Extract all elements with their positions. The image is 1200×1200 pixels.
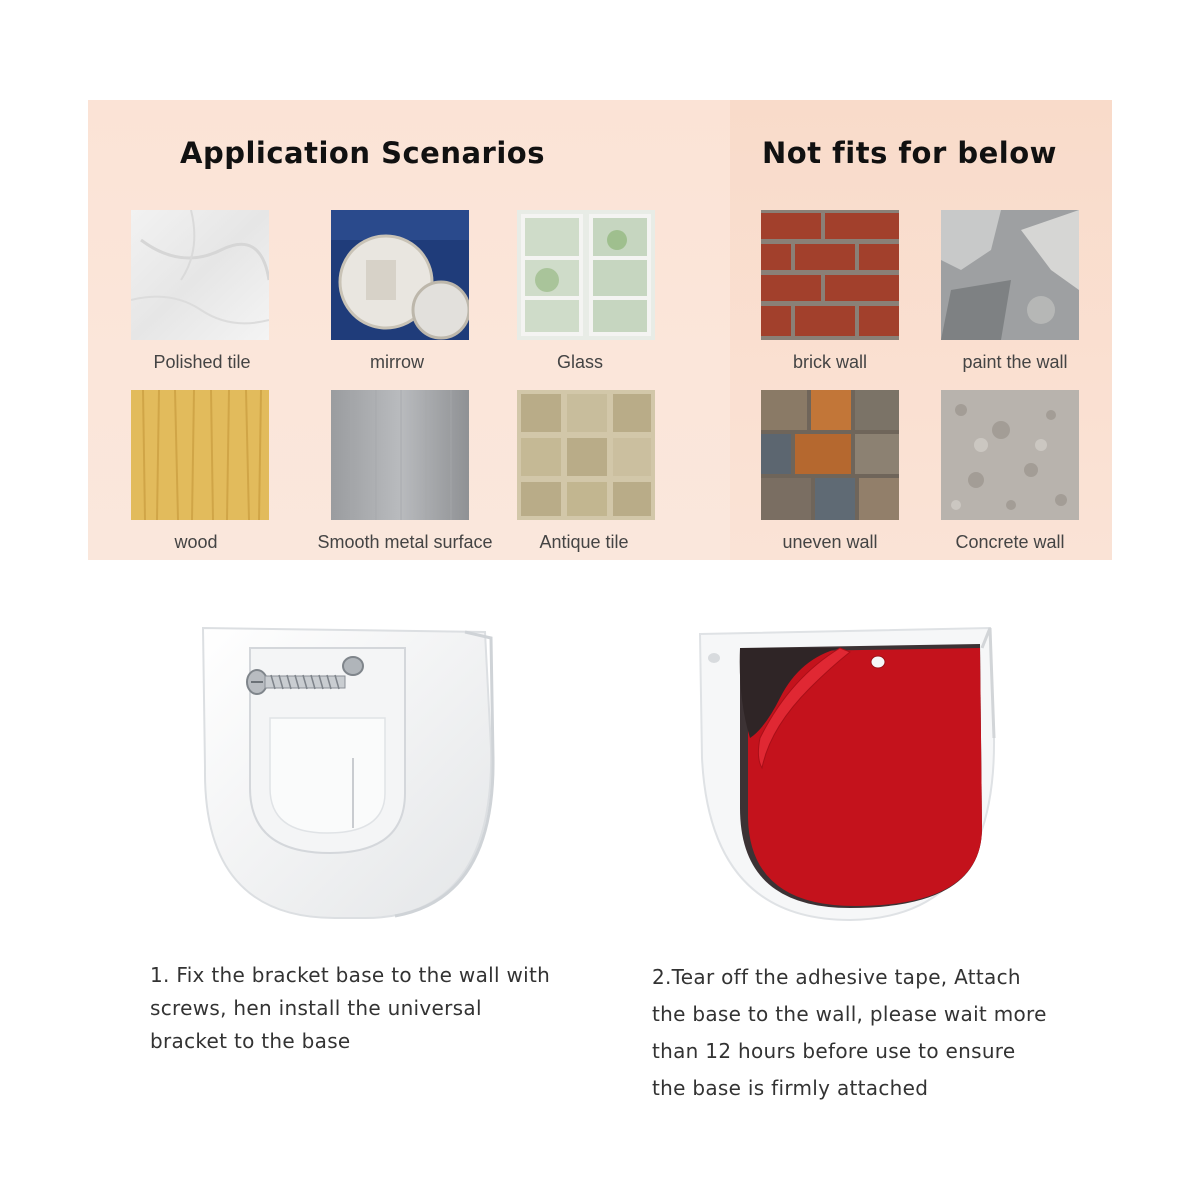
tile-label: Polished tile: [153, 352, 251, 372]
metal-swatch: [331, 390, 469, 520]
step-line: screws, hen install the universal: [150, 996, 482, 1020]
tile-label: mirrow: [370, 352, 424, 372]
tile-label: Glass: [556, 352, 604, 372]
tile-label: uneven wall: [782, 532, 878, 552]
tile-label: paint the wall: [962, 352, 1068, 372]
glass-swatch: [517, 210, 655, 340]
antique-tile-swatch: [517, 390, 655, 520]
tile-label: brick wall: [792, 352, 868, 372]
bracket-base-with-screw: [195, 618, 505, 928]
step-1-instructions: [150, 959, 550, 1058]
step-line: the base to the wall, please wait more: [652, 1002, 1047, 1026]
step-line: than 12 hours before use to ensure: [652, 1039, 1016, 1063]
step-line: the base is firmly attached: [652, 1076, 929, 1100]
wood-swatch: [131, 390, 269, 520]
bracket-base-with-adhesive-tape: [690, 618, 1000, 928]
application-heading: Application Scenarios: [180, 136, 545, 170]
step-2-instructions: [652, 959, 1047, 1107]
tile-label: Concrete wall: [955, 532, 1065, 552]
step-line: bracket to the base: [150, 1029, 351, 1053]
painted-wall-swatch: [941, 210, 1079, 340]
tile-label: Antique tile: [539, 532, 629, 552]
step-line: 1. Fix the bracket base to the wall with: [150, 963, 551, 987]
polished-tile-swatch: [131, 210, 269, 340]
concrete-wall-swatch: [941, 390, 1079, 520]
tile-label: wood: [174, 532, 218, 552]
brick-wall-swatch: [761, 210, 899, 340]
step-line: 2.Tear off the adhesive tape, Attach: [652, 965, 1021, 989]
tile-label: Smooth metal surface: [317, 532, 493, 552]
mirror-swatch: [331, 210, 469, 340]
not-fit-heading: Not fits for below: [762, 136, 1057, 170]
uneven-wall-swatch: [761, 390, 899, 520]
